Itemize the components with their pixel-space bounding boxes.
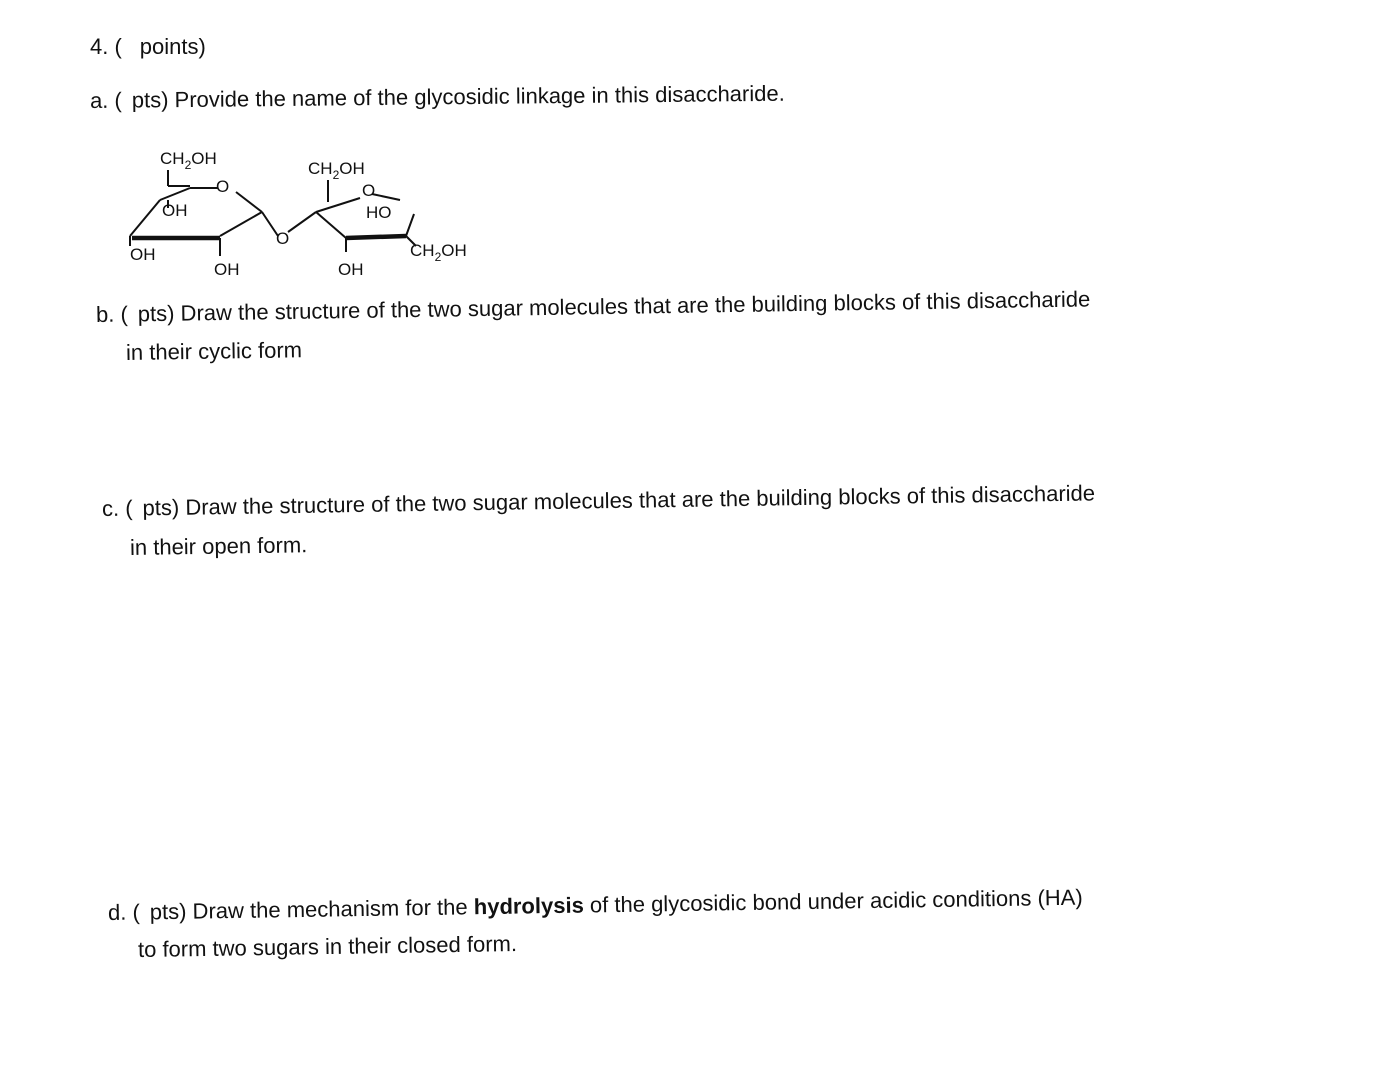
part-a-label: a. ( (89, 87, 122, 113)
question-number: 4. ( (90, 34, 122, 59)
ring1-ring-oxygen: O (216, 177, 230, 196)
disaccharide-structure (110, 140, 510, 295)
part-c-text-line2: in their open form. (129, 532, 308, 560)
part-c-text-line1: pts) Draw the structure of the two sugar molecules that are the building blocks of this disaccharide (142, 480, 1096, 521)
glycosidic-oxygen: O (276, 229, 290, 248)
ring2-ring-oxygen: O (362, 181, 376, 200)
part-a-prompt (90, 81, 785, 114)
part-c-prompt-line2 (130, 532, 308, 561)
part-d-prompt-line2 (138, 931, 517, 963)
ring1-ch2oh-label: $CH_2OH$ (160, 149, 217, 172)
part-d-text-line2: to form two sugars in their closed form. (137, 931, 518, 962)
part-d-label: d. ( (107, 899, 140, 925)
part-b-text-line2: in their cyclic form (125, 337, 303, 365)
part-d-text-post: of the glycosidic bond under acidic conditions (HA) (589, 884, 1083, 918)
ring1-oh-left: OH (130, 245, 156, 264)
part-c-prompt-line1 (102, 480, 1095, 522)
ring2-oh-bottom: OH (338, 260, 364, 279)
ring1-oh-bottom: OH (214, 260, 240, 279)
part-b-text-line1: pts) Draw the structure of the two sugar molecules that are the building blocks of this disaccharide (137, 286, 1091, 327)
ring1-oh-inner: OH (162, 201, 188, 220)
ring2-ch2oh-label: $CH_2OH$ (308, 159, 365, 182)
part-c-label: c. ( (101, 495, 133, 521)
question-header (90, 34, 206, 60)
part-d-text-pre: pts) Draw the mechanism for the (149, 894, 468, 925)
ring2-ho-inner: HO (366, 203, 392, 222)
part-a-text: pts) Provide the name of the glycosidic linkage in this disaccharide. (131, 80, 785, 113)
question-points-label: points) (139, 34, 206, 59)
part-b-prompt-line2 (126, 337, 302, 366)
ring2-ch2oh-right: $CH_2OH$ (410, 241, 467, 264)
part-d-bold-term: hydrolysis (473, 892, 585, 920)
ring-1 (130, 170, 262, 256)
part-d-prompt-line1 (108, 885, 1083, 926)
part-b-label: b. ( (95, 301, 128, 327)
